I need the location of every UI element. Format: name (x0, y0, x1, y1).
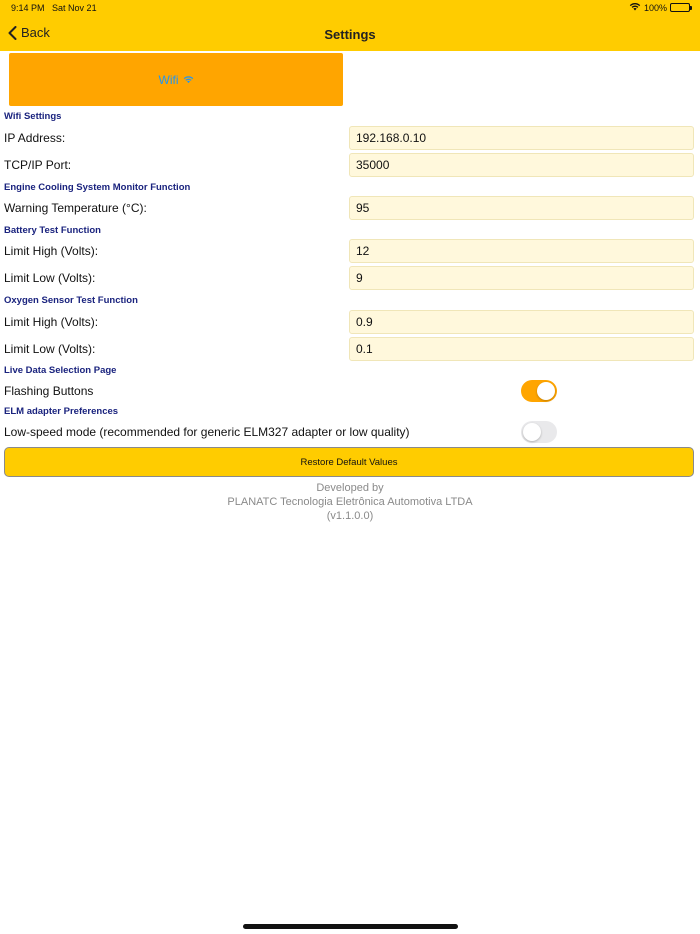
flashing-buttons-label: Flashing Buttons (4, 384, 94, 398)
wifi-icon (183, 75, 194, 84)
warning-temperature-label: Warning Temperature (°C): (4, 201, 147, 215)
footer-version: (v1.1.0.0) (326, 510, 374, 522)
page-title: Settings (324, 27, 376, 42)
warning-temperature-field[interactable]: 95 (349, 196, 694, 220)
status-indicators (629, 2, 690, 13)
wifi-status-icon (629, 2, 641, 13)
section-wifi-settings: Wifi Settings (4, 111, 62, 122)
oxygen-limit-high-field[interactable]: 0.9 (349, 310, 694, 334)
section-battery-test: Battery Test Function (4, 225, 101, 236)
status-time: 9:14 PM Sat Nov 21 (11, 3, 97, 13)
battery-limit-high-label: Limit High (Volts): (4, 244, 99, 258)
footer-developed-by: Developed by (316, 482, 384, 494)
home-indicator[interactable] (243, 924, 458, 929)
tcp-port-label: TCP/IP Port: (4, 158, 72, 172)
tab-wifi-label: Wifi (158, 72, 179, 87)
tab-wifi[interactable] (9, 53, 343, 106)
battery-icon (670, 3, 690, 12)
oxygen-limit-high-label: Limit High (Volts): (4, 315, 99, 329)
battery-limit-low-field[interactable]: 9 (349, 266, 694, 290)
oxygen-limit-low-label: Limit Low (Volts): (4, 342, 96, 356)
ip-address-label: IP Address: (4, 131, 66, 145)
battery-limit-low-label: Limit Low (Volts): (4, 271, 96, 285)
low-speed-mode-label: Low-speed mode (recommended for generic ELM327 adapter or low quality) (4, 425, 410, 439)
tcp-port-field[interactable]: 35000 (349, 153, 694, 177)
navigation-header (0, 0, 700, 51)
section-engine-cooling: Engine Cooling System Monitor Function (4, 182, 191, 193)
back-label: Back (21, 25, 50, 40)
low-speed-mode-toggle[interactable] (521, 421, 557, 443)
restore-defaults-button[interactable]: Restore Default Values (4, 447, 694, 477)
battery-limit-high-field[interactable]: 12 (349, 239, 694, 263)
footer-company: PLANATC Tecnologia Eletrônica Automotiva LTDA (227, 496, 473, 508)
section-oxygen-sensor: Oxygen Sensor Test Function (4, 295, 138, 306)
section-elm-adapter: ELM adapter Preferences (4, 406, 119, 417)
battery-percent: 100% (643, 2, 667, 13)
ip-address-field[interactable]: 192.168.0.10 (349, 126, 694, 150)
section-live-data: Live Data Selection Page (4, 365, 117, 376)
oxygen-limit-low-field[interactable]: 0.1 (349, 337, 694, 361)
flashing-buttons-toggle[interactable] (521, 380, 557, 402)
